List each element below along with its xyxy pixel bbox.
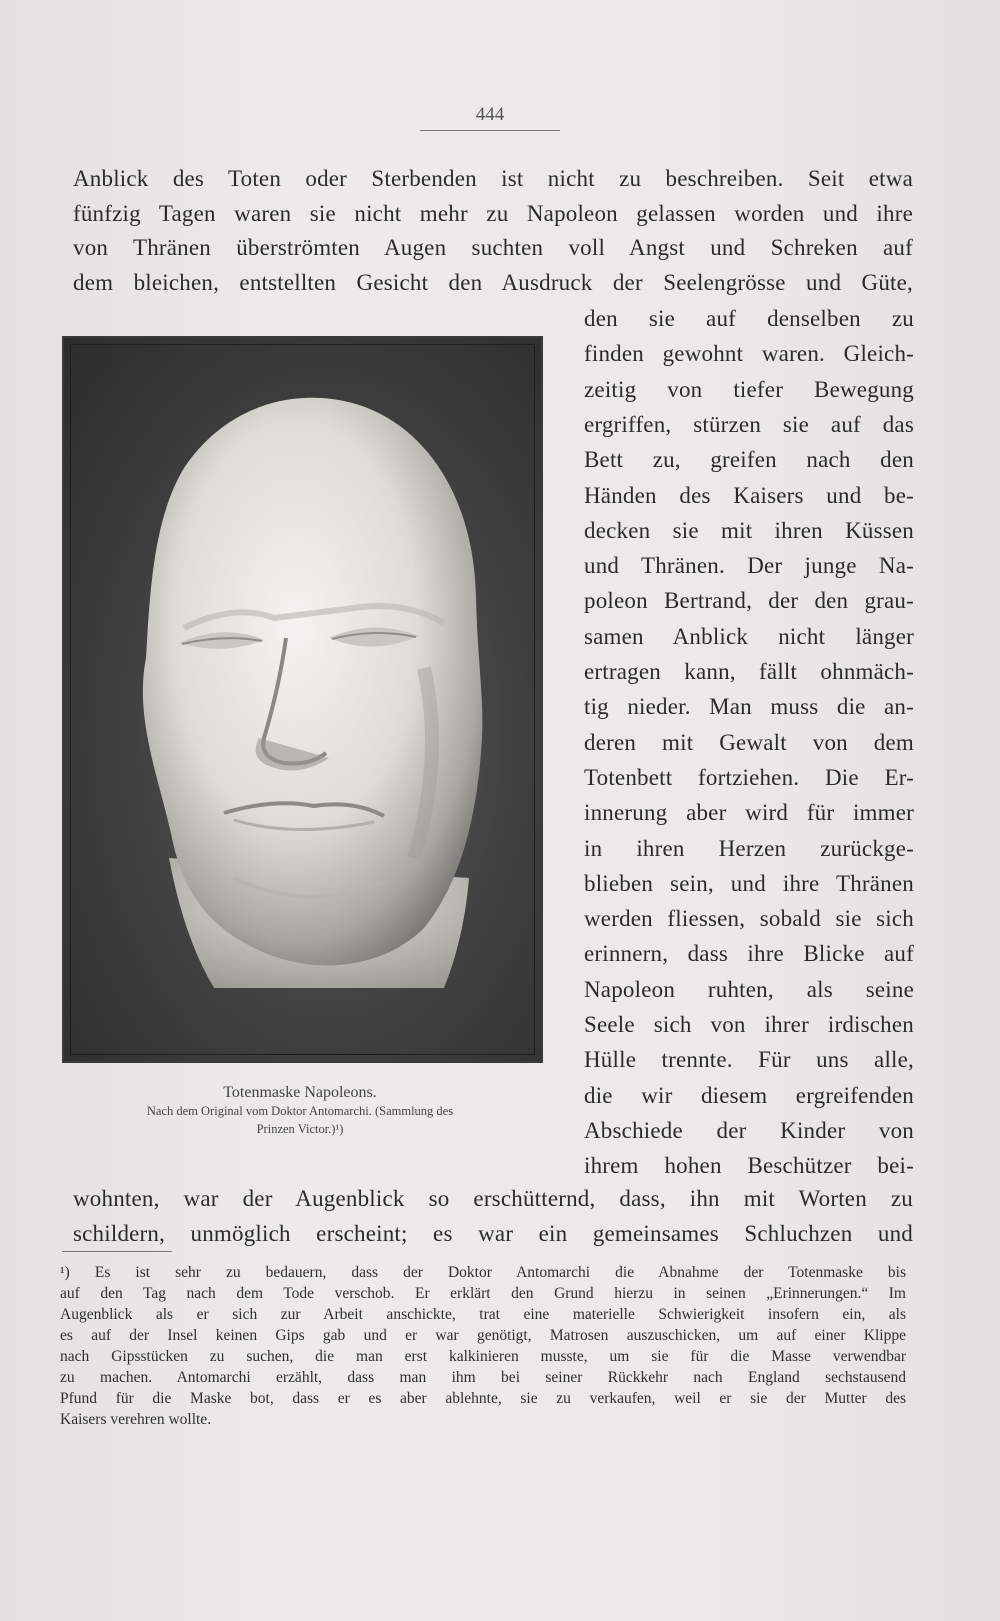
body-text-line: dem bleichen, entstellten Gesicht den Ausdruck der Seelengrösse und Güte, — [73, 269, 913, 295]
body-text-line: Seele sich von ihrer irdischen — [584, 1012, 914, 1037]
body-text-line: blieben sein, und ihre Thränen — [584, 870, 914, 896]
body-text-line: finden gewohnt waren. Gleich- — [584, 341, 914, 367]
footnote-line: Augenblick als er sich zur Arbeit anschickte, trat eine materielle Schwierigkeit insofern ein, als — [60, 1306, 906, 1323]
body-text-line: Anblick des Toten oder Sterbenden ist nicht zu beschreiben. Seit etwa — [73, 166, 913, 191]
body-text-line: deren mit Gewalt von dem — [584, 729, 914, 755]
page-number: 444 — [475, 104, 505, 125]
figure-caption-title: Totenmaske Napoleons. — [223, 1084, 377, 1101]
body-text-line: Hülle trennte. Für uns alle, — [584, 1047, 914, 1073]
body-text-line: schildern, unmöglich erscheint; es war ein gemeinsames Schluchzen und — [73, 1220, 913, 1246]
footnote-line: Pfund für die Maske bot, dass er es aber ablehnte, sie zu verkaufen, weil er sie der Mutter des — [60, 1390, 906, 1407]
figure-caption-line: Prinzen Victor.)¹) — [256, 1122, 344, 1136]
body-text-line: ihrem hohen Beschützer bei- — [584, 1153, 914, 1179]
body-text-line: Bett zu, greifen nach den — [584, 447, 914, 473]
footnote-line: ¹) Es ist sehr zu bedauern, dass der Doktor Antomarchi die Abnahme der Totenmaske bis — [60, 1264, 906, 1281]
body-text-line: zeitig von tiefer Bewegung — [584, 376, 914, 402]
body-text-line: Händen des Kaisers und be- — [584, 482, 914, 508]
body-text-line: Napoleon ruhten, als seine — [584, 976, 914, 1002]
body-text-line: die wir diesem ergreifenden — [584, 1082, 914, 1108]
body-text-line: decken sie mit ihren Küssen — [584, 517, 914, 543]
body-text-line: ertragen kann, fällt ohnmäch- — [584, 659, 914, 684]
body-text-line: den sie auf denselben zu — [584, 306, 914, 331]
figure-caption-line: Nach dem Original vom Doktor Antomarchi. (Sammlung des — [146, 1104, 454, 1118]
footnote-line: zu machen. Antomarchi erzählt, dass man ihm bei seiner Rückkehr nach England sechstausend — [60, 1369, 906, 1386]
body-text-line: in ihren Herzen zurückge- — [584, 835, 914, 861]
body-text-line: innerung aber wird für immer — [584, 800, 914, 826]
body-text-line: samen Anblick nicht länger — [584, 623, 914, 649]
footnote-line: Kaisers verehren wollte. — [60, 1411, 212, 1428]
death-mask-illustration — [64, 338, 543, 1063]
death-mask-photograph — [62, 336, 543, 1063]
footnote-line: nach Gipsstücken zu suchen, die man erst kalkinieren musste, um sie für die Masse verwendbar — [60, 1348, 906, 1365]
body-text-line: poleon Bertrand, der den grau- — [584, 588, 914, 614]
footnote-rule — [62, 1251, 172, 1252]
body-text-line: fünfzig Tagen waren sie nicht mehr zu Napoleon gelassen worden und ihre — [73, 200, 913, 226]
body-text-line: erinnern, dass ihre Blicke auf — [584, 941, 914, 967]
body-text-line: werden fliessen, sobald sie sich — [584, 906, 914, 932]
body-text-line: von Thränen überströmten Augen suchten voll Angst und Schreken auf — [73, 235, 913, 260]
body-text-line: wohnten, war der Augenblick so erschütternd, dass, ihn mit Worten zu — [73, 1186, 913, 1211]
body-text-line: ergriffen, stürzen sie auf das — [584, 411, 914, 437]
page-number-rule — [420, 130, 560, 131]
footnote-line: auf den Tag nach dem Tode verschob. Er erklärt den Grund hierzu in seinen „Erinnerungen.“ Im — [60, 1285, 906, 1302]
body-text-line: und Thränen. Der junge Na- — [584, 553, 914, 579]
body-text-line: tig nieder. Man muss die an- — [584, 694, 914, 720]
body-text-line: Totenbett fortziehen. Die Er- — [584, 764, 914, 790]
body-text-line: Abschiede der Kinder von — [584, 1117, 914, 1143]
footnote-line: es auf der Insel keinen Gips gab und er war genötigt, Matrosen auszuschicken, um auf einer Klippe — [60, 1327, 906, 1344]
